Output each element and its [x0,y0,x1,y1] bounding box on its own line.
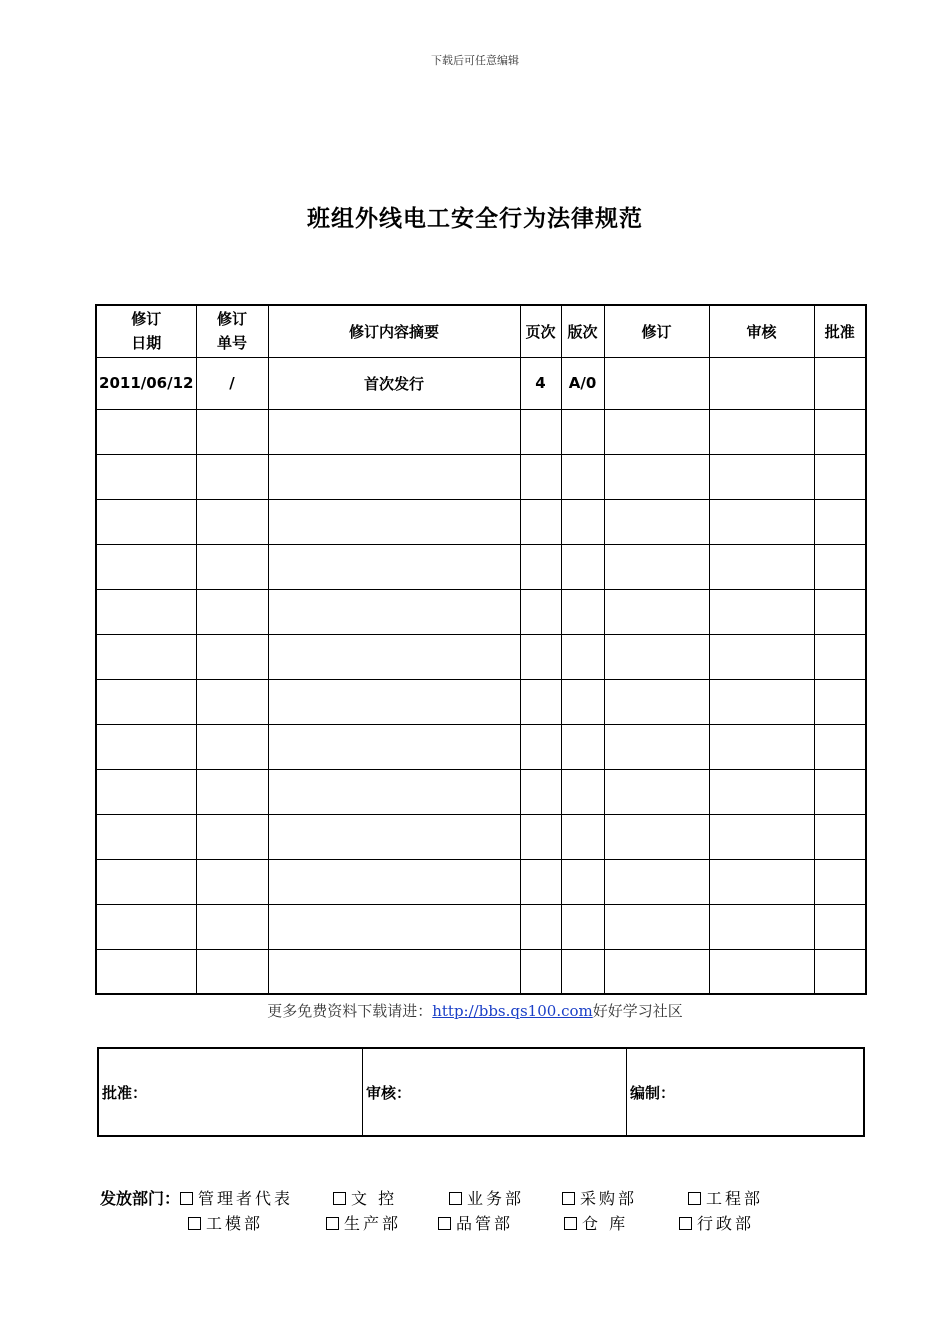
empty-cell [709,409,814,454]
checkbox-icon [326,1217,339,1230]
table-row [96,904,866,949]
empty-cell [96,904,196,949]
empty-cell [814,544,866,589]
compile-cell: 编制： [627,1048,865,1136]
empty-cell [96,499,196,544]
empty-cell [604,454,709,499]
checkbox-icon [333,1192,346,1205]
empty-cell [96,814,196,859]
empty-cell [604,814,709,859]
empty-cell [561,544,604,589]
empty-cell [96,589,196,634]
empty-cell [709,544,814,589]
table-row [96,634,866,679]
more-info-line [0,1000,950,1021]
table-row [96,544,866,589]
empty-cell [709,634,814,679]
empty-cell [196,679,268,724]
checkbox-sales[interactable]: 业务部 [449,1186,562,1209]
empty-cell [268,499,520,544]
empty-cell [520,634,561,679]
header-reviewed-by: 审核 [709,305,814,357]
revision-table [95,304,867,995]
empty-cell [268,409,520,454]
header-revision-date: 修订 日期 [96,305,196,357]
empty-cell [814,904,866,949]
checkbox-management-rep[interactable]: 管理者代表 [180,1186,333,1209]
empty-cell [709,589,814,634]
checkbox-purchasing[interactable]: 采购部 [562,1186,688,1209]
empty-cell [604,409,709,454]
empty-cell [268,679,520,724]
more-info-link[interactable]: http://bbs.qs100.com [432,1002,593,1020]
empty-cell [96,769,196,814]
checkbox-production[interactable]: 生产部 [326,1211,438,1234]
empty-cell [520,454,561,499]
distribution-row-1 [100,1186,763,1211]
empty-cell [561,814,604,859]
distribution-row-2 [100,1211,763,1236]
empty-cell [604,679,709,724]
empty-cell [814,409,866,454]
checkbox-icon [188,1217,201,1230]
empty-cell [814,769,866,814]
revision-header-row [96,305,866,357]
empty-cell [814,814,866,859]
distribution-label: 发放部门： [100,1189,181,1208]
empty-cell [561,724,604,769]
empty-cell [604,724,709,769]
checkbox-icon [562,1192,575,1205]
approval-table [97,1047,865,1137]
empty-cell [268,859,520,904]
empty-cell [561,454,604,499]
cell-summary: 首次发行 [268,357,520,409]
empty-cell [520,409,561,454]
approve-cell: 批准： [98,1048,363,1136]
more-info-suffix: 好好学习社区 [592,1002,683,1020]
checkbox-admin[interactable]: 行政部 [679,1211,754,1234]
empty-cell [520,724,561,769]
empty-cell [96,544,196,589]
empty-cell [196,949,268,994]
empty-cell [520,499,561,544]
table-row [96,724,866,769]
distribution-section [100,1186,763,1236]
table-row [96,814,866,859]
empty-cell [604,499,709,544]
empty-cell [604,634,709,679]
cell-number: / [196,357,268,409]
checkbox-tooling[interactable]: 工模部 [188,1211,326,1234]
empty-cell [520,769,561,814]
empty-cell [96,679,196,724]
header-revised-by: 修订 [604,305,709,357]
empty-cell [709,454,814,499]
cell-date: 2011/06/12 [96,357,196,409]
empty-cell [268,634,520,679]
checkbox-icon [688,1192,701,1205]
checkbox-icon [564,1217,577,1230]
empty-cell [268,454,520,499]
empty-cell [814,634,866,679]
header-note: 下载后可任意编辑 [431,54,519,67]
table-row [96,679,866,724]
empty-cell [96,949,196,994]
empty-cell [561,949,604,994]
checkbox-warehouse[interactable]: 仓 库 [564,1211,679,1234]
empty-cell [709,769,814,814]
empty-cell [709,724,814,769]
header-revision-summary: 修订内容摘要 [268,305,520,357]
empty-cell [268,904,520,949]
empty-cell [196,769,268,814]
empty-cell [268,769,520,814]
review-cell: 审核： [363,1048,627,1136]
empty-cell [196,814,268,859]
empty-cell [96,454,196,499]
table-row [96,499,866,544]
empty-cell [561,499,604,544]
empty-cell [268,544,520,589]
header-revision-number: 修订 单号 [196,305,268,357]
table-row [96,589,866,634]
cell-approved-by [814,357,866,409]
empty-cell [196,724,268,769]
empty-cell [561,769,604,814]
empty-cell [196,859,268,904]
empty-cell [604,544,709,589]
empty-cell [268,724,520,769]
empty-cell [196,634,268,679]
empty-cell [814,499,866,544]
empty-cell [561,634,604,679]
empty-cell [814,454,866,499]
empty-cell [709,814,814,859]
cell-revised-by [604,357,709,409]
empty-cell [196,589,268,634]
checkbox-icon [449,1192,462,1205]
empty-cell [520,544,561,589]
empty-cell [709,499,814,544]
empty-cell [520,859,561,904]
empty-cell [196,904,268,949]
empty-cell [814,589,866,634]
table-row [96,454,866,499]
empty-cell [814,724,866,769]
table-row [96,769,866,814]
empty-cell [196,409,268,454]
empty-cell [196,499,268,544]
checkbox-quality[interactable]: 品管部 [438,1211,564,1234]
document-title: 班组外线电工安全行为法律规范 [307,206,643,232]
cell-reviewed-by [709,357,814,409]
empty-cell [561,859,604,904]
empty-cell [709,859,814,904]
empty-cell [709,679,814,724]
empty-cell [520,679,561,724]
empty-cell [268,814,520,859]
header-page: 页次 [520,305,561,357]
table-row [96,357,866,409]
empty-cell [520,589,561,634]
header-version: 版次 [561,305,604,357]
empty-cell [814,679,866,724]
empty-cell [561,679,604,724]
header-approved-by: 批准 [814,305,866,357]
checkbox-engineering[interactable]: 工程部 [688,1186,763,1209]
empty-cell [709,949,814,994]
empty-cell [561,904,604,949]
checkbox-icon [679,1217,692,1230]
empty-cell [604,589,709,634]
empty-cell [561,409,604,454]
empty-cell [520,949,561,994]
empty-cell [96,859,196,904]
empty-cell [604,904,709,949]
empty-cell [196,454,268,499]
checkbox-icon [438,1217,451,1230]
empty-cell [96,634,196,679]
empty-cell [96,409,196,454]
empty-cell [814,949,866,994]
empty-cell [96,724,196,769]
empty-cell [814,859,866,904]
empty-cell [196,544,268,589]
table-row [96,949,866,994]
empty-cell [604,769,709,814]
table-row [96,409,866,454]
empty-cell [268,949,520,994]
more-info-prefix: 更多免费资料下载请进： [267,1002,433,1020]
table-row [96,859,866,904]
checkbox-document-control[interactable]: 文 控 [333,1186,449,1209]
empty-cell [604,859,709,904]
empty-cell [520,904,561,949]
empty-cell [520,814,561,859]
cell-page: 4 [520,357,561,409]
empty-cell [268,589,520,634]
cell-version: A/0 [561,357,604,409]
checkbox-icon [180,1192,193,1205]
empty-cell [604,949,709,994]
empty-cell [561,589,604,634]
empty-cell [709,904,814,949]
